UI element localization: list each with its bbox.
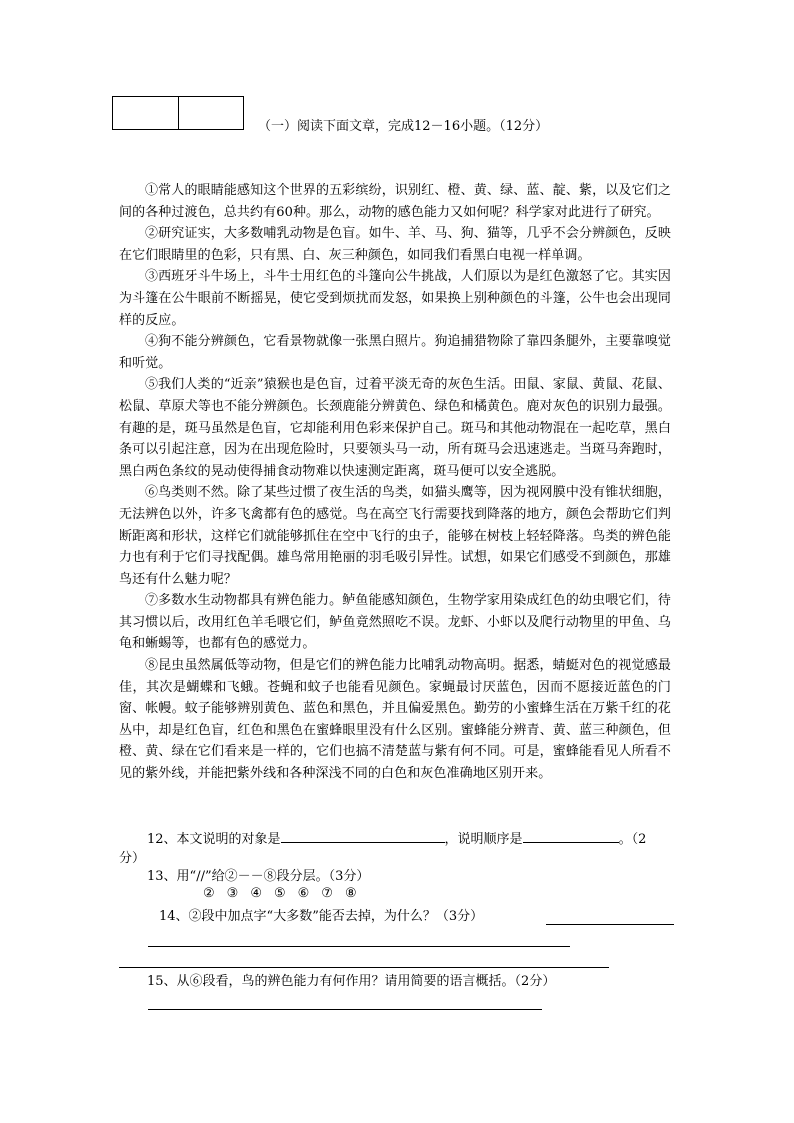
question-14-answer-line-3[interactable] [119, 967, 609, 968]
question-12-text-c: 。（2 [618, 832, 647, 847]
question-12-answer-order[interactable] [523, 828, 619, 843]
question-12 [147, 828, 646, 850]
question-12-score: 分） [119, 851, 146, 866]
paragraph-1: ①常人的眼睛能感知这个世界的五彩缤纷，识别红、橙、黄、绿、蓝、靛、紫，以及它们之间的各种过渡色，总共约有60种。那么，动物的感色能力又如何呢？科学家对此进行了研究。 [119, 183, 671, 220]
paragraph-7: ⑦多数水生动物都具有辨色能力。鲈鱼能感知颜色，生物学家用染成红色的幼虫喂它们，待其习惯以后，改用红色羊毛喂它们，鲈鱼竟然照吃不误。龙虾、小虾以及爬行动物里的甲鱼、乌龟和蜥蜴等，也都有色的感觉力。 [119, 593, 671, 652]
question-12-answer-object[interactable] [281, 828, 445, 843]
question-13: 13、用“//”给②－－⑧段分层。（3分） [147, 869, 370, 884]
question-14-answer-line-1[interactable] [546, 924, 674, 925]
paragraph-4: ④狗不能分辨颜色，它看景物就像一张黑白照片。狗追捕猎物除了靠四条腿外，主要靠嗅觉和听觉。 [119, 334, 671, 371]
paragraph-6: ⑥鸟类则不然。除了某些过惯了夜生活的鸟类，如猫头鹰等，因为视网膜中没有锥状细胞，无法辨色以外，许多飞禽都有色的感觉。鸟在高空飞行需要找到降落的地方，颜色会帮助它们判断距离和形状，这样它们就能够抓住在空中飞行的虫子，能够在树枝上轻轻降落。鸟类的辨色能力也有利于它们寻找配偶。雄鸟常用艳丽的羽毛吸引异性。试想，如果它们感受不到颜色，那雄鸟还有什么魅力呢？ [119, 485, 671, 587]
question-14-answer-line-2[interactable] [148, 946, 570, 947]
question-12-text-a: 12、本文说明的对象是 [147, 832, 281, 847]
article-body [119, 180, 671, 785]
section-heading: （一）阅读下面文章，完成12－16小题。（12分） [258, 119, 549, 134]
paragraph-mark: ⑥ [297, 886, 310, 901]
paragraph-mark: ③ [226, 886, 239, 901]
score-cell-value [178, 97, 244, 129]
paragraph-8: ⑧昆虫虽然属低等动物，但是它们的辨色能力比哺乳动物高明。据悉，蜻蜓对色的视觉感最佳，其次是蝴蝶和飞蛾。苍蝇和蚊子也能看见颜色。家蝇最讨厌蓝色，因而不愿接近蓝色的门窗、帐幔。蚊子能够辨别黄色、蓝色和黑色，并且偏爱黑色。勤劳的小蜜蜂生活在万紫千红的花丛中，却是红色盲，红色和黑色在蜜蜂眼里没有什么区别。蜜蜂能分辨青、黄、蓝三种颜色，但橙、黄、绿在它们看来是一样的，它们也搞不清楚蓝与紫有何不同。可是，蜜蜂能看见人所看不见的紫外线，并能把紫外线和各种深浅不同的白色和灰色准确地区别开来。 [119, 658, 671, 782]
paragraph-mark: ② [203, 886, 215, 901]
score-cell-label [113, 97, 178, 129]
question-13-paragraph-marks [203, 886, 357, 901]
paragraph-mark: ⑤ [273, 886, 286, 901]
paragraph-2: ②研究证实，大多数哺乳动物是色盲。如牛、羊、马、狗、猫等，几乎不会分辨颜色，反映在它们眼睛里的色彩，只有黑、白、灰三种颜色，如同我们看黑白电视一样单调。 [119, 226, 671, 263]
question-15: 15、从⑥段看，鸟的辨色能力有何作用？请用简要的语言概括。（2分） [147, 974, 556, 989]
score-box [112, 96, 244, 130]
paragraph-mark: ④ [250, 886, 262, 901]
paragraph-3: ③西班牙斗牛场上，斗牛士用红色的斗篷向公牛挑战，人们原以为是红色激怒了它。其实因为斗篷在公牛眼前不断摇晃，使它受到烦扰而发怒，如果换上别种颜色的斗篷，公牛也会出现同样的反应。 [119, 269, 671, 328]
paragraph-mark: ⑧ [344, 886, 357, 901]
question-15-answer-line[interactable] [148, 1009, 542, 1010]
paragraph-5: ⑤我们人类的“近亲”猿猴也是色盲，过着平淡无奇的灰色生活。田鼠、家鼠、黄鼠、花鼠、松鼠、草原犬等也不能分辨颜色。长颈鹿能分辨黄色、绿色和橘黄色。鹿对灰色的识别力最强。有趣的是，斑马虽然是色盲，它却能利用色彩来保护自己。斑马和其他动物混在一起吃草，黑白条可以引起注意，因为在出现危险时，只要领头马一动，所有斑马会迅速逃走。当斑马奔跑时，黑白两色条纹的晃动使得捕食动物难以快速测定距离，斑马便可以安全逃脱。 [119, 377, 671, 479]
question-12-text-b: ，说明顺序是 [444, 832, 523, 847]
paragraph-mark: ⑦ [321, 886, 333, 901]
question-14: 14、②段中加点字“大多数”能否去掉，为什么？（3分） [159, 909, 484, 924]
